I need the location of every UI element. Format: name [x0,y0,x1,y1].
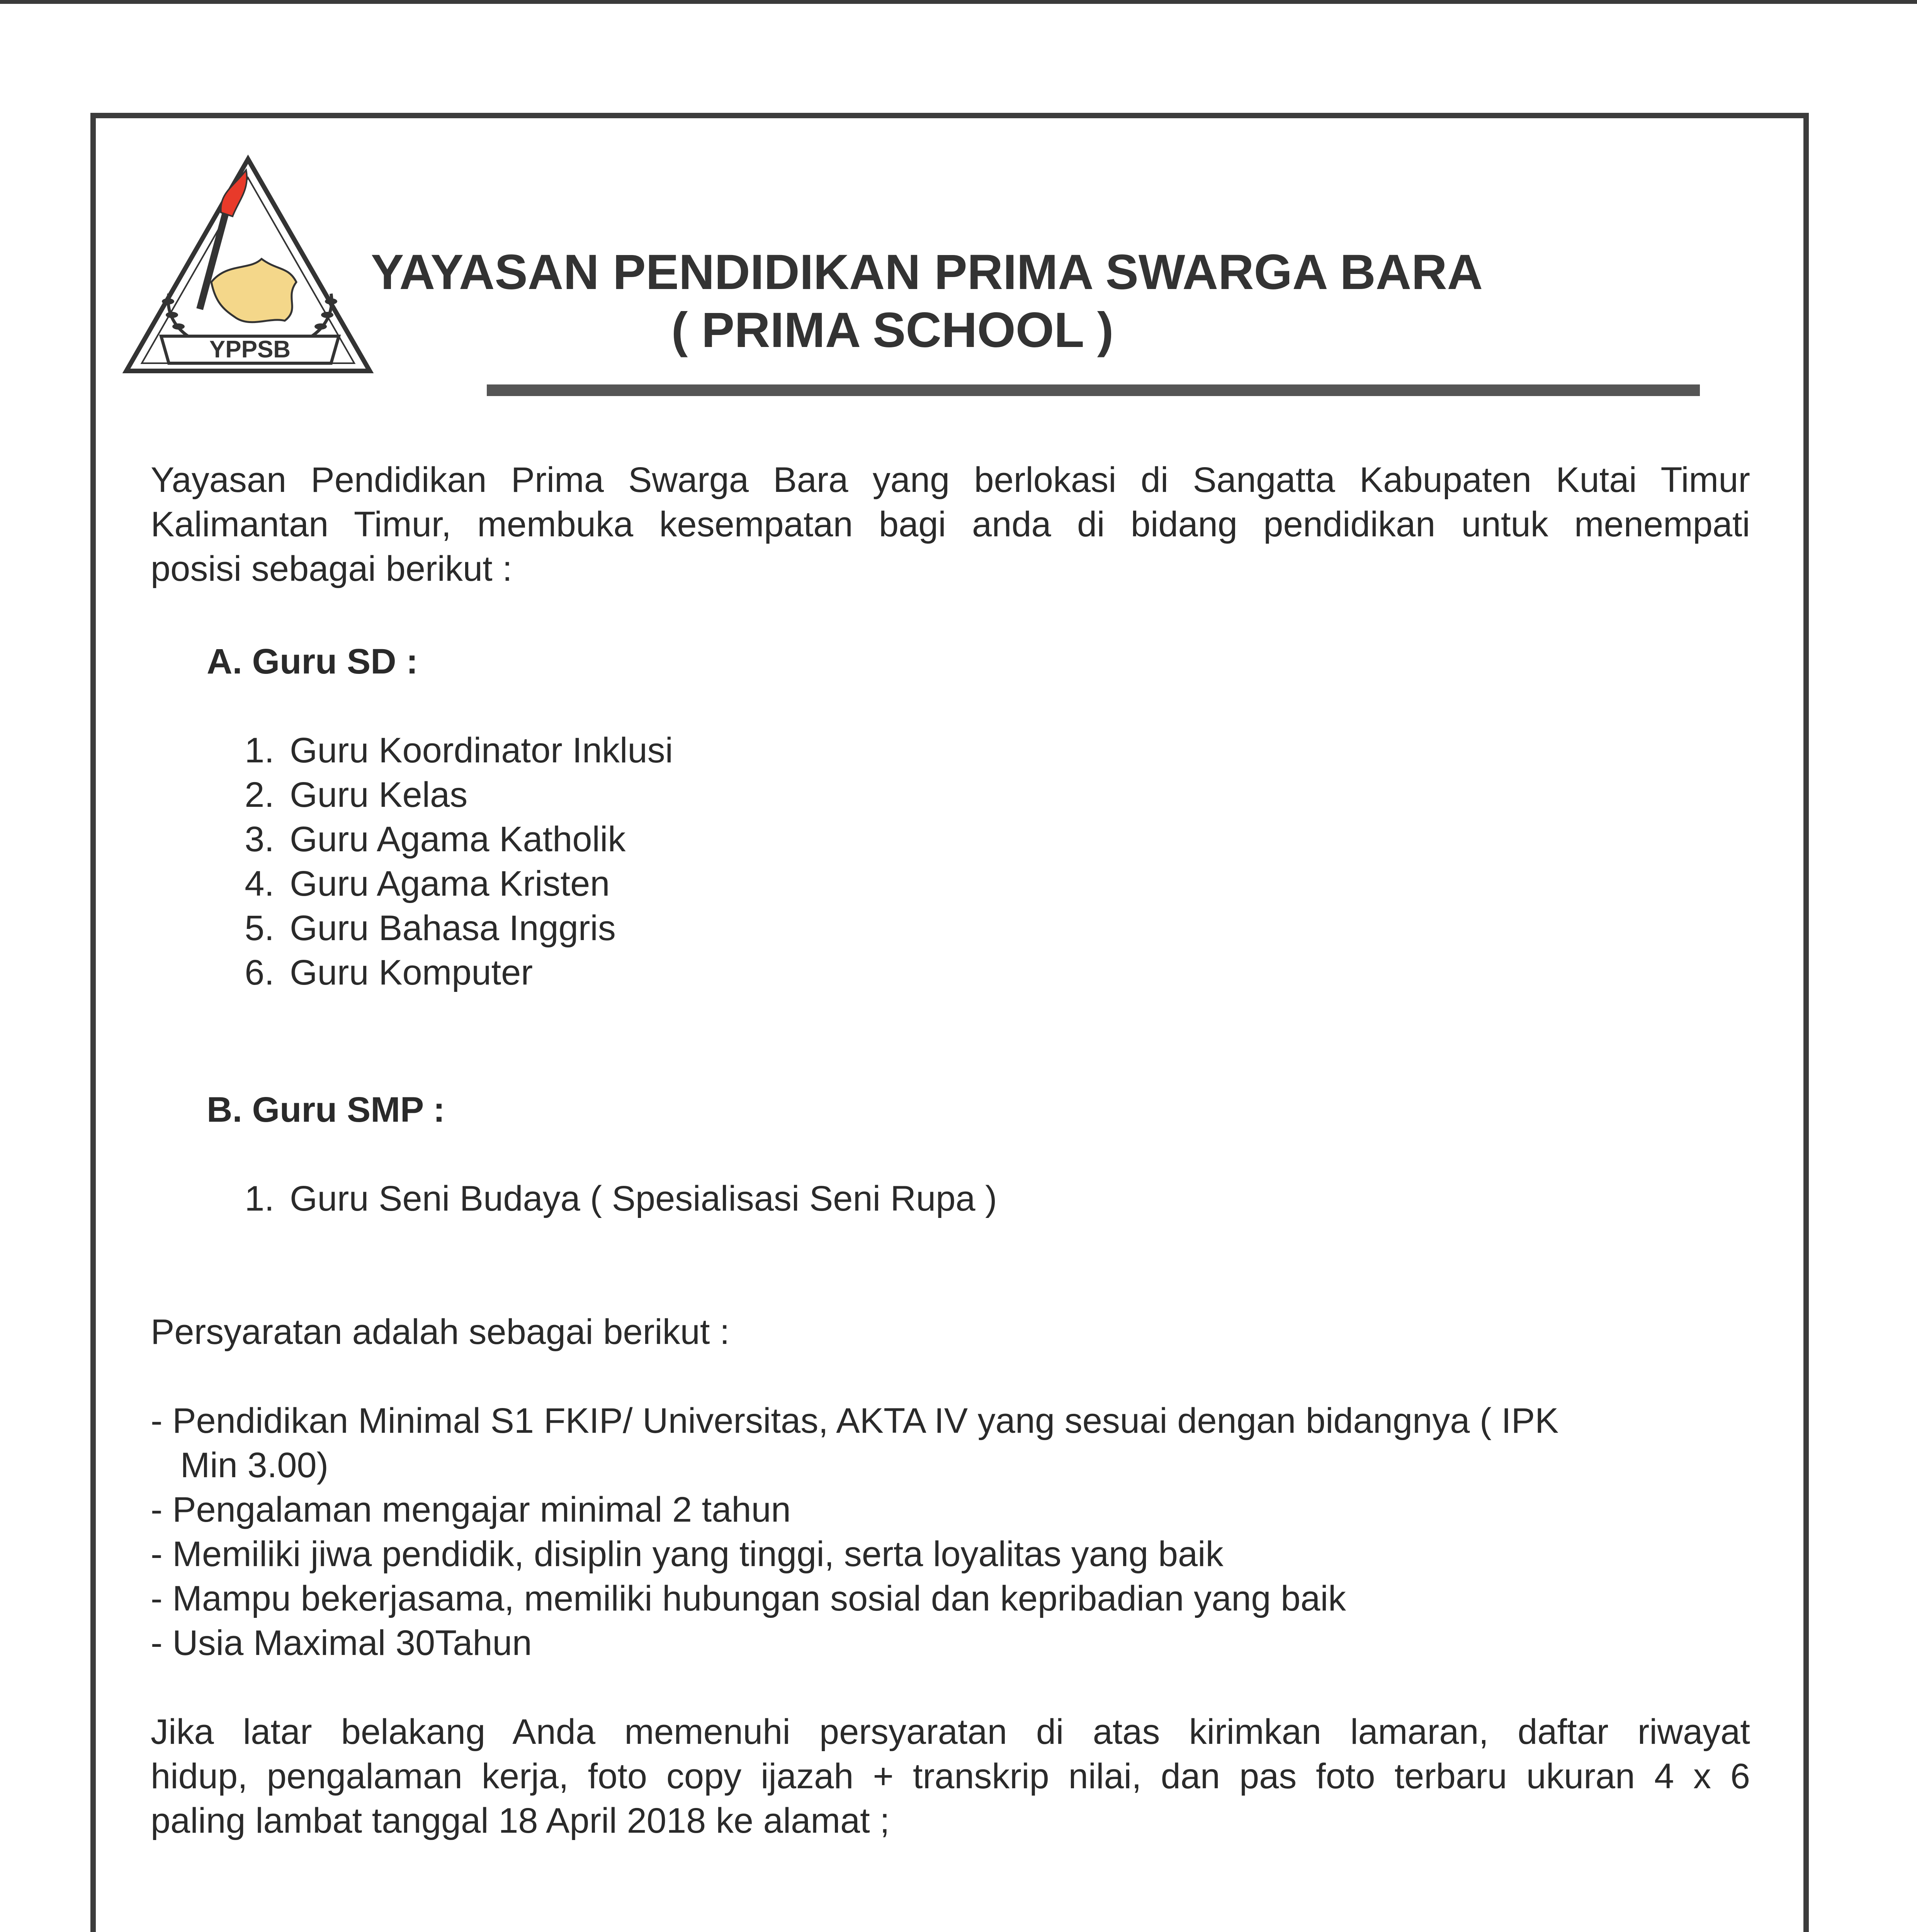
requirement-item: - Pendidikan Minimal S1 FKIP/ Universitas, AKTA IV yang sesuai dengan bidangnya ( IPK [151,1401,1559,1440]
list-item [216,906,616,951]
list-item-label: Guru Koordinator Inklusi [290,731,673,770]
heading-divider [487,384,1700,396]
list-item-number: 6. [245,953,274,992]
list-item-label: Guru Kelas [290,775,468,815]
requirement-item: - Usia Maximal 30Tahun [151,1623,532,1663]
list-item-number: 4. [245,864,274,903]
list-item [216,862,610,906]
requirements-title: Persyaratan adalah sebagai berikut : [151,1312,730,1352]
closing-line-3: paling lambat tanggal 18 April 2018 ke alamat ; [151,1801,890,1840]
list-item [216,817,625,862]
list-item-number: 5. [245,908,274,948]
requirement-item: - Memiliki jiwa pendidik, disiplin yang tinggi, serta loyalitas yang baik [151,1534,1224,1574]
list-item [216,1177,997,1221]
intro-line-3: posisi sebagai berikut : [151,549,512,588]
list-item-number: 3. [245,820,274,859]
list-item [216,773,467,817]
list-item-label: Guru Agama Katholik [290,820,626,859]
intro-line-2: Kalimantan Timur, membuka kesempatan bagi anda di bidang pendidikan untuk menempati [151,505,1750,544]
section-b-title: B. Guru SMP : [207,1090,445,1129]
list-item-number: 2. [245,775,274,815]
list-item-label: Guru Komputer [290,953,533,992]
scan-edge-line [0,0,1917,4]
section-a-title: A. Guru SD : [207,642,418,681]
title-line-2: ( PRIMA SCHOOL ) [671,303,1114,358]
yppsb-logo-icon [122,155,374,410]
requirement-item: - Pengalaman mengajar minimal 2 tahun [151,1490,791,1529]
requirement-item: - Mampu bekerjasama, memiliki hubungan sosial dan kepribadian yang baik [151,1579,1346,1618]
list-item-number: 1. [245,1179,274,1218]
closing-line-2: hidup, pengalaman kerja, foto copy ijazah + transkrip nilai, dan pas foto terbaru ukuran 4 x 6 [151,1757,1750,1796]
list-item [216,951,533,995]
title-line-1: YAYASAN PENDIDIKAN PRIMA SWARGA BARA [371,245,1483,300]
page-title [371,243,1483,359]
logo-text: YPPSB [209,336,291,363]
requirement-item: Min 3.00) [151,1446,329,1485]
list-item [216,728,673,773]
list-item-label: Guru Agama Kristen [290,864,610,903]
list-item-number: 1. [245,731,274,770]
list-item-label: Guru Seni Budaya ( Spesialisasi Seni Rupa ) [290,1179,997,1218]
intro-line-1: Yayasan Pendidikan Prima Swarga Bara yang berlokasi di Sangatta Kabupaten Kutai Timur [151,460,1750,500]
list-item-label: Guru Bahasa Inggris [290,908,616,948]
closing-line-1: Jika latar belakang Anda memenuhi persyaratan di atas kirimkan lamaran, daftar riwayat [151,1712,1750,1752]
